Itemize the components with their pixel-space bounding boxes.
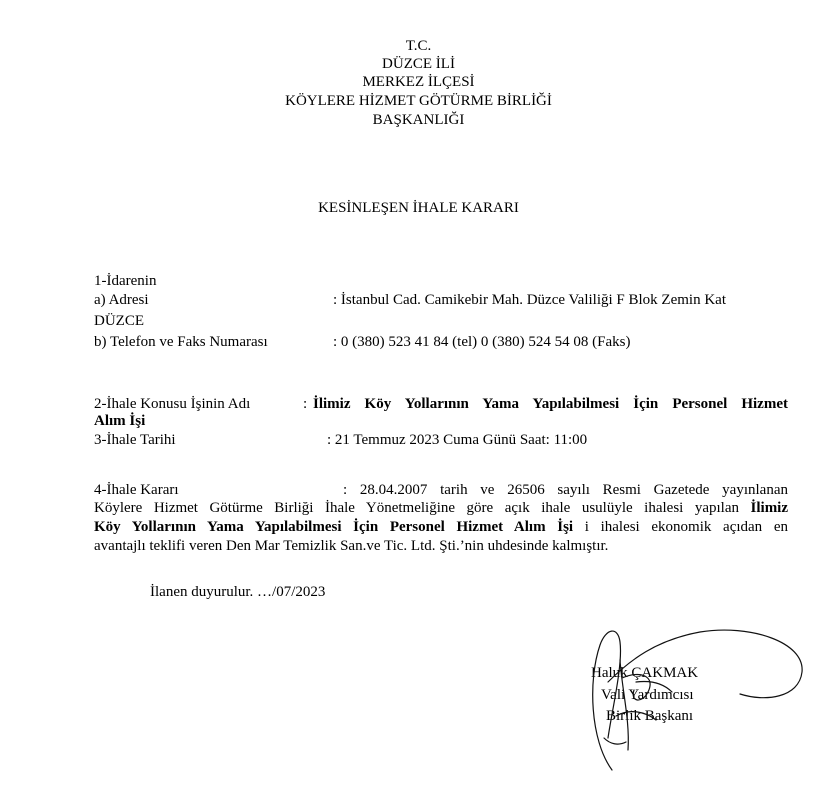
- handwritten-signature: [560, 620, 820, 780]
- section4-line4: avantajlı teklifi veren Den Mar Temizlik San.ve Tic. Ltd. Şti.’nin uhdesinde kalmıştır.: [94, 538, 609, 554]
- section4-line3-text: i ihalesi ekonomik açıdan en: [573, 519, 788, 535]
- section4-line2: [94, 499, 788, 517]
- section4-line2-text: Köylere Hizmet Götürme Birliği İhale Yönetmeliğine göre açık ihale usulüyle ihalesi yapılan: [94, 500, 739, 516]
- section2-label: 2-İhale Konusu İşinin Adı: [94, 396, 251, 412]
- section4-line1: : 28.04.2007 tarih ve 26506 sayılı Resmi Gazetede yayınlanan: [343, 482, 788, 498]
- section3-label: 3-İhale Tarihi: [94, 432, 176, 448]
- address-continuation: DÜZCE: [94, 313, 144, 329]
- header-tc: T.C.: [405, 38, 432, 54]
- phone-value: : 0 (380) 523 41 84 (tel) 0 (380) 524 54 08 (Faks): [333, 334, 631, 350]
- phone-label: b) Telefon ve Faks Numarası: [94, 334, 268, 350]
- signatory-title1: Vali Yardımcısı: [601, 687, 694, 703]
- announcement: İlanen duyurulur. …/07/2023: [150, 584, 326, 600]
- address-value: : İstanbul Cad. Camikebir Mah. Düzce Valiliği F Blok Zemin Kat: [333, 292, 726, 308]
- section2-colon: :: [303, 396, 308, 412]
- header-union: KÖYLERE HİZMET GÖTÜRME BİRLİĞİ: [285, 93, 552, 109]
- section4-line3-bold: Köy Yollarının Yama Yapılabilmesi İçin Personel Hizmet Alım İşi: [94, 519, 574, 535]
- section2-value-line2: Alım İşi: [94, 413, 146, 429]
- section4-label: 4-İhale Kararı: [94, 482, 179, 498]
- section4-line2-bold: İlimiz: [750, 500, 789, 516]
- header-district: MERKEZ İLÇESİ: [362, 74, 475, 90]
- signatory-name: Haluk ÇAKMAK: [591, 665, 699, 681]
- document-title: KESİNLEŞEN İHALE KARARI: [318, 200, 519, 216]
- header-province: DÜZCE İLİ: [382, 56, 455, 72]
- section1-heading: 1-İdarenin: [94, 273, 157, 289]
- section4-line3: [94, 518, 788, 536]
- header-presidency: BAŞKANLIĞI: [372, 112, 465, 128]
- address-label: a) Adresi: [94, 292, 149, 308]
- section3-value: : 21 Temmuz 2023 Cuma Günü Saat: 11:00: [327, 432, 588, 448]
- section2-value-line1: İlimiz Köy Yollarının Yama Yapılabilmesi İçin Personel Hizmet: [313, 396, 788, 412]
- signatory-title2: Birlik Başkanı: [606, 708, 694, 724]
